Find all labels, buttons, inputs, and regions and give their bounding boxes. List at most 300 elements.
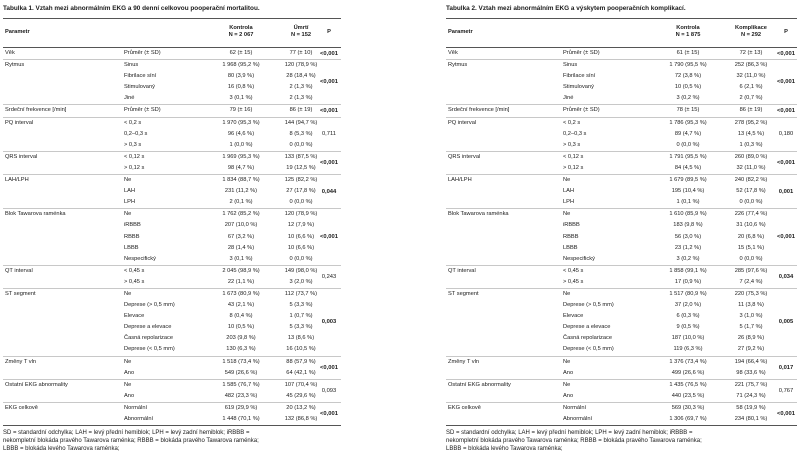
table-group — [3, 209, 341, 265]
table-row — [446, 129, 797, 140]
table2-header-g2a: Komplikace — [735, 25, 767, 31]
group2-value-cell: 125 (82,2 %) — [284, 177, 318, 184]
subcategory-cell: Deprese (> 0,5 mm) — [124, 302, 175, 309]
group1-value-cell: 37 (2,0 %) — [674, 302, 702, 309]
group1-value-cell: 1 762 (85,2 %) — [222, 211, 260, 218]
table-group — [446, 266, 797, 289]
group1-value-cell: 482 (23,3 %) — [224, 392, 258, 399]
table-group — [3, 118, 341, 152]
parameter-name: Rytmus — [5, 62, 25, 69]
table-row — [3, 357, 341, 368]
table-row — [3, 129, 341, 140]
subcategory-cell: < 0,2 s — [124, 119, 142, 126]
subcategory-cell: Ne — [124, 290, 132, 297]
group1-value-cell: 130 (6,3 %) — [226, 346, 256, 353]
subcategory-cell: Elevace — [563, 313, 584, 320]
group1-value-cell: 1 435 (76,5 %) — [669, 381, 707, 388]
table-row — [446, 197, 797, 208]
table2-header-g1a: Kontrola — [676, 25, 700, 31]
p-value: <0,001 — [777, 108, 795, 115]
parameter-name: PQ interval — [5, 119, 34, 126]
parameter-name: Blok Tawarova raménka — [448, 211, 509, 218]
group2-value-cell: 13 (4,5 %) — [737, 130, 765, 137]
group2-value-cell: 64 (42,1 %) — [286, 369, 316, 376]
group2-value-cell: 10 (6,6 %) — [287, 233, 315, 240]
group2-value-cell: 3 (1,0 %) — [739, 313, 763, 320]
table2-header — [446, 18, 797, 48]
group1-value-cell: 207 (10,0 %) — [224, 222, 258, 229]
table-row — [446, 289, 797, 300]
subcategory-cell: Ne — [563, 290, 571, 297]
group1-value-cell: 549 (26,6 %) — [224, 369, 258, 376]
group2-value-cell: 132 (86,8 %) — [284, 416, 318, 422]
p-value: 0,180 — [778, 131, 794, 138]
subcategory-cell: Normální — [563, 404, 587, 411]
group2-value-cell: 98 (33,6 %) — [736, 369, 766, 376]
group2-value-cell: 240 (82,2 %) — [734, 177, 768, 184]
subcategory-cell: < 0,12 s — [563, 153, 584, 160]
subcategory-cell: Ne — [563, 381, 571, 388]
group1-value-cell: 1 (0,1 %) — [676, 199, 700, 206]
subcategory-cell: Elevace — [124, 313, 145, 320]
table2-footnote-line: nekompletní blokáda pravého Tawarova raménka; RBBB = blokáda pravého Tawarova raménka; — [446, 438, 702, 445]
table-row — [446, 403, 797, 414]
table-row — [3, 140, 341, 151]
table-row — [3, 232, 341, 243]
subcategory-cell: Průměr (± SD) — [124, 107, 161, 114]
group1-value-cell: 1 585 (76,7 %) — [222, 381, 260, 388]
group1-value-cell: 1 970 (95,3 %) — [222, 119, 260, 126]
group1-value-cell: 28 (1,4 %) — [227, 244, 255, 251]
group1-value-cell: 1 834 (88,7 %) — [222, 177, 260, 184]
subcategory-cell: < 0,45 s — [124, 267, 145, 274]
group1-value-cell: 1 610 (85,9 %) — [669, 211, 707, 218]
group2-value-cell: 13 (8,6 %) — [287, 335, 315, 342]
table-row — [3, 220, 341, 231]
subcategory-cell: Sinus — [563, 62, 578, 69]
parameter-name: LAH/LPH — [448, 177, 472, 184]
group1-value-cell: 440 (23,5 %) — [671, 392, 705, 399]
group1-value-cell: 89 (4,7 %) — [674, 130, 702, 137]
table-row — [3, 48, 341, 59]
group1-value-cell: 1 376 (73,4 %) — [669, 358, 707, 365]
subcategory-cell: Deprese a elevace — [563, 324, 611, 331]
group1-value-cell: 78 (± 15) — [676, 107, 700, 114]
parameter-name: Věk — [5, 50, 15, 56]
p-value: <0,001 — [320, 108, 338, 115]
subcategory-cell: RBBB — [563, 233, 579, 240]
group1-value-cell: 43 (2,1 %) — [227, 302, 255, 309]
p-value: <0,001 — [777, 79, 795, 86]
group2-value-cell: 144 (94,7 %) — [284, 119, 318, 126]
table-row — [446, 152, 797, 163]
group1-value-cell: 22 (1,1 %) — [227, 278, 255, 285]
group2-value-cell: 2 (1,3 %) — [289, 84, 313, 91]
parameter-name: Ostatní EKG abnormality — [448, 381, 511, 388]
group2-value-cell: 252 (86,3 %) — [734, 62, 768, 69]
subcategory-cell: iRBBB — [124, 222, 141, 229]
parameter-name: LAH/LPH — [5, 177, 29, 184]
table-row — [3, 380, 341, 391]
group1-value-cell: 10 (0,5 %) — [674, 84, 702, 91]
group1-value-cell: 10 (0,5 %) — [227, 324, 255, 331]
group1-value-cell: 16 (0,8 %) — [227, 84, 255, 91]
table2-header-g1b: N = 1 875 — [675, 32, 701, 38]
table-row — [3, 266, 341, 277]
subcategory-cell: iRBBB — [563, 222, 580, 229]
group1-value-cell: 96 (4,6 %) — [227, 130, 255, 137]
table-group — [446, 209, 797, 265]
group2-value-cell: 52 (17,8 %) — [736, 188, 766, 195]
parameter-name: Ostatní EKG abnormality — [5, 381, 68, 388]
table-group — [446, 380, 797, 403]
table-row — [446, 391, 797, 402]
table1-panel — [3, 3, 341, 453]
group1-value-cell: 203 (9,8 %) — [226, 335, 256, 342]
group1-value-cell: 1 790 (95,5 %) — [669, 62, 707, 69]
p-value: <0,001 — [320, 159, 338, 166]
table2-footnote — [446, 429, 797, 453]
table-group — [3, 403, 341, 426]
table-row — [3, 60, 341, 71]
table-group — [446, 152, 797, 175]
subcategory-cell: < 0,45 s — [563, 267, 584, 274]
group2-value-cell: 32 (11,0 %) — [736, 73, 766, 80]
group2-value-cell: 234 (80,1 %) — [734, 416, 768, 422]
group2-value-cell: 71 (24,3 %) — [736, 392, 766, 399]
parameter-name: Srdeční frekvence [/min] — [448, 107, 510, 114]
parameter-name: Změny T vln — [448, 358, 480, 365]
table-row — [446, 48, 797, 59]
table-row — [446, 118, 797, 129]
table1-footnote-line: nekompletní blokáda pravého Tawarova raménka; RBBB = blokáda pravého Tawarova raménka; — [3, 438, 259, 445]
subcategory-cell: Ne — [563, 211, 571, 218]
group2-value-cell: 1 (0,7 %) — [289, 313, 313, 320]
parameter-name: QT interval — [448, 267, 476, 274]
group2-value-cell: 1 (0,3 %) — [739, 141, 763, 148]
subcategory-cell: 0,2–0,3 s — [124, 130, 148, 137]
table2-header-p: P — [784, 29, 788, 35]
table1-title: Tabulka 1. Vztah mezi abnormálním EKG a 90 denní celkovou pooperační mortalitou. — [3, 5, 260, 12]
group2-value-cell: 285 (97,6 %) — [734, 267, 768, 274]
group1-value-cell: 3 (0,1 %) — [229, 255, 253, 262]
group1-value-cell: 1 969 (95,3 %) — [222, 153, 260, 160]
group1-value-cell: 499 (26,6 %) — [671, 369, 705, 376]
subcategory-cell: Sinus — [124, 62, 139, 69]
table-row — [446, 82, 797, 93]
group2-value-cell: 32 (11,0 %) — [736, 164, 766, 171]
table1-header-p: P — [327, 29, 331, 35]
group1-value-cell: 195 (10,4 %) — [671, 188, 705, 195]
table-row — [446, 414, 797, 425]
table-group — [3, 289, 341, 357]
group2-value-cell: 20 (13,2 %) — [286, 404, 316, 411]
table1-footnote-line: SD = standardní odchylka; LAH = levý přední hemiblok; LPH = levý zadní hemiblok; iRBBB = — [3, 430, 250, 437]
p-value: <0,001 — [320, 234, 338, 241]
table-row — [446, 105, 797, 116]
table-row — [3, 82, 341, 93]
table-group — [446, 60, 797, 105]
subcategory-cell: < 0,12 s — [124, 153, 145, 160]
subcategory-cell: RBBB — [124, 233, 140, 240]
table-group — [3, 266, 341, 289]
group2-value-cell: 107 (70,4 %) — [284, 381, 318, 388]
table1-header-param: Parametr — [5, 29, 30, 35]
subcategory-cell: Ne — [124, 358, 132, 365]
group1-value-cell: 3 (0,2 %) — [676, 95, 700, 102]
p-value: 0,005 — [778, 319, 794, 326]
group2-value-cell: 31 (10,6 %) — [736, 222, 766, 229]
group2-value-cell: 149 (98,0 %) — [284, 267, 318, 274]
table-row — [446, 333, 797, 344]
subcategory-cell: Ne — [124, 381, 132, 388]
table-row — [446, 60, 797, 71]
table-row — [446, 368, 797, 379]
table-row — [3, 197, 341, 208]
group1-value-cell: 1 518 (73,4 %) — [222, 358, 260, 365]
subcategory-cell: > 0,3 s — [124, 141, 142, 148]
p-value: <0,001 — [320, 411, 338, 417]
table-group — [3, 357, 341, 380]
table-group — [446, 48, 797, 60]
table-row — [446, 344, 797, 355]
group1-value-cell: 231 (11,2 %) — [224, 188, 258, 195]
group2-value-cell: 5 (3,3 %) — [289, 302, 313, 309]
subcategory-cell: Časná repolarizace — [124, 335, 174, 342]
group1-value-cell: 79 (± 16) — [229, 107, 253, 114]
subcategory-cell: Ne — [124, 211, 132, 218]
parameter-name: EKG celkově — [5, 404, 38, 411]
subcategory-cell: Jiné — [563, 95, 574, 102]
group1-value-cell: 80 (3,9 %) — [227, 73, 255, 80]
table-row — [3, 254, 341, 265]
group1-value-cell: 98 (4,7 %) — [227, 164, 255, 171]
subcategory-cell: Deprese (< 0,5 mm) — [563, 346, 614, 353]
subcategory-cell: Ano — [124, 392, 135, 399]
table-row — [3, 322, 341, 333]
subcategory-cell: Průměr (± SD) — [563, 107, 600, 114]
group2-value-cell: 278 (95,2 %) — [734, 119, 768, 126]
p-value: <0,001 — [320, 50, 338, 57]
table-row — [3, 403, 341, 414]
subcategory-cell: > 0,3 s — [563, 141, 581, 148]
subcategory-cell: 0,2–0,3 s — [563, 130, 587, 137]
subcategory-cell: Ne — [563, 177, 571, 184]
group2-value-cell: 194 (66,4 %) — [734, 358, 768, 365]
group1-value-cell: 3 (0,1 %) — [229, 95, 253, 102]
p-value: 0,001 — [778, 188, 794, 195]
subcategory-cell: Fibrilace síní — [124, 73, 157, 80]
group2-value-cell: 77 (± 10) — [289, 50, 313, 56]
p-value: <0,001 — [777, 411, 795, 417]
group2-value-cell: 5 (1,7 %) — [739, 324, 763, 331]
group1-value-cell: 1 858 (99,1 %) — [669, 267, 707, 274]
group1-value-cell: 72 (3,8 %) — [674, 73, 702, 80]
group1-value-cell: 1 791 (95,5 %) — [669, 153, 707, 160]
table-group — [3, 380, 341, 403]
table-group — [446, 118, 797, 152]
table-group — [446, 357, 797, 380]
table-row — [3, 277, 341, 288]
table1-body — [3, 48, 341, 426]
table-row — [3, 391, 341, 402]
group2-value-cell: 12 (7,9 %) — [287, 222, 315, 229]
p-value: 0,767 — [778, 387, 794, 394]
table-group — [3, 48, 341, 60]
subcategory-cell: Deprese (< 0,5 mm) — [124, 346, 175, 353]
table-group — [446, 105, 797, 117]
table1-footnote — [3, 429, 341, 453]
table-row — [3, 71, 341, 82]
table-row — [446, 266, 797, 277]
group2-value-cell: 2 (0,7 %) — [739, 95, 763, 102]
subcategory-cell: LPH — [563, 199, 575, 206]
subcategory-cell: Stimulovaný — [124, 84, 155, 91]
table-row — [446, 243, 797, 254]
p-value: 0,044 — [321, 188, 337, 195]
subcategory-cell: Abnormální — [124, 416, 154, 422]
parameter-name: Věk — [448, 50, 458, 56]
group2-value-cell: 19 (12,5 %) — [286, 164, 316, 171]
group2-value-cell: 6 (2,1 %) — [739, 84, 763, 91]
subcategory-cell: Abnormální — [563, 416, 593, 422]
group1-value-cell: 1 673 (80,9 %) — [222, 290, 260, 297]
table-row — [446, 322, 797, 333]
group1-value-cell: 2 (0,1 %) — [229, 199, 253, 206]
table-row — [446, 140, 797, 151]
group1-value-cell: 619 (29,9 %) — [224, 404, 258, 411]
group2-value-cell: 16 (10,5 %) — [286, 346, 316, 353]
table-group — [446, 175, 797, 209]
group2-value-cell: 112 (73,7 %) — [284, 290, 318, 297]
subcategory-cell: > 0,45 s — [563, 278, 584, 285]
group1-value-cell: 1 517 (80,9 %) — [669, 290, 707, 297]
group1-value-cell: 187 (10,0 %) — [671, 335, 705, 342]
table2-panel — [446, 3, 797, 453]
table-group — [446, 403, 797, 426]
parameter-name: Změny T vln — [5, 358, 37, 365]
table-row — [446, 93, 797, 104]
table-row — [446, 277, 797, 288]
group1-value-cell: 1 306 (69,7 %) — [669, 416, 707, 422]
table-row — [446, 311, 797, 322]
parameter-name: EKG celkově — [448, 404, 481, 411]
subcategory-cell: Průměr (± SD) — [124, 50, 161, 56]
table-row — [3, 243, 341, 254]
table-group — [3, 60, 341, 105]
p-value: <0,001 — [320, 364, 338, 371]
subcategory-cell: Stimulovaný — [563, 84, 594, 91]
parameter-name: PQ interval — [448, 119, 477, 126]
group2-value-cell: 15 (5,1 %) — [737, 244, 765, 251]
table1-header-g1b: N = 2 067 — [228, 32, 254, 38]
group1-value-cell: 1 786 (95,3 %) — [669, 119, 707, 126]
group1-value-cell: 0 (0,0 %) — [676, 141, 700, 148]
group1-value-cell: 17 (0,9 %) — [674, 278, 702, 285]
subcategory-cell: > 0,45 s — [124, 278, 145, 285]
table-row — [446, 254, 797, 265]
table-row — [446, 220, 797, 231]
subcategory-cell: < 0,2 s — [563, 119, 581, 126]
table2-footnote-line: LBBB = blokáda levého Tawarova raménka; — [446, 446, 563, 453]
group2-value-cell: 133 (87,5 %) — [284, 153, 318, 160]
table1-header-g1a: Kontrola — [229, 25, 253, 31]
p-value: <0,001 — [320, 79, 338, 86]
group1-value-cell: 569 (30,3 %) — [671, 404, 705, 411]
table-row — [3, 105, 341, 116]
table-row — [446, 380, 797, 391]
subcategory-cell: LBBB — [563, 244, 578, 251]
table-row — [3, 289, 341, 300]
group1-value-cell: 6 (0,3 %) — [676, 313, 700, 320]
subcategory-cell: > 0,12 s — [563, 164, 584, 171]
group1-value-cell: 2 045 (98,9 %) — [222, 267, 260, 274]
subcategory-cell: Normální — [124, 404, 148, 411]
subcategory-cell: LPH — [124, 199, 136, 206]
table1-footnote-line: LBBB = blokáda levého Tawarova raménka; — [3, 446, 120, 453]
group1-value-cell: 23 (1,2 %) — [674, 244, 702, 251]
group2-value-cell: 27 (17,8 %) — [286, 188, 316, 195]
subcategory-cell: Ne — [124, 177, 132, 184]
group2-value-cell: 7 (2,4 %) — [739, 278, 763, 285]
group2-value-cell: 260 (89,0 %) — [734, 153, 768, 160]
table-row — [3, 163, 341, 174]
parameter-name: ST segment — [448, 290, 479, 297]
table-row — [446, 357, 797, 368]
parameter-name: Blok Tawarova raménka — [5, 211, 66, 218]
group1-value-cell: 183 (9,8 %) — [673, 222, 703, 229]
table-row — [446, 186, 797, 197]
group1-value-cell: 67 (3,2 %) — [227, 233, 255, 240]
subcategory-cell: Deprese a elevace — [124, 324, 172, 331]
subcategory-cell: > 0,12 s — [124, 164, 145, 171]
table-row — [446, 209, 797, 220]
group1-value-cell: 1 679 (89,5 %) — [669, 177, 707, 184]
group2-value-cell: 120 (78,9 %) — [284, 62, 318, 69]
table-row — [3, 414, 341, 425]
p-value: 0,243 — [321, 273, 337, 280]
table-row — [446, 232, 797, 243]
table-row — [446, 175, 797, 186]
group2-value-cell: 220 (75,3 %) — [734, 290, 768, 297]
p-value: 0,034 — [778, 273, 794, 280]
group2-value-cell: 86 (± 19) — [739, 107, 763, 114]
group2-value-cell: 86 (± 19) — [289, 107, 313, 114]
group1-value-cell: 1 968 (95,2 %) — [222, 62, 260, 69]
table2-header-g2b: N = 292 — [740, 32, 762, 38]
table-row — [446, 300, 797, 311]
p-value: 0,093 — [321, 387, 337, 394]
subcategory-cell: LAH — [124, 188, 136, 195]
group2-value-cell: 8 (5,3 %) — [289, 130, 313, 137]
table2-header-param: Parametr — [448, 29, 473, 35]
p-value: 0,711 — [321, 131, 337, 138]
table-row — [3, 209, 341, 220]
p-value: <0,001 — [777, 159, 795, 166]
group2-value-cell: 45 (29,6 %) — [286, 392, 316, 399]
parameter-name: QRS interval — [5, 153, 38, 160]
table-group — [3, 105, 341, 117]
table-row — [3, 311, 341, 322]
subcategory-cell: Ano — [124, 369, 135, 376]
parameter-name: ST segment — [5, 290, 36, 297]
group1-value-cell: 1 448 (70,1 %) — [222, 416, 260, 422]
group1-value-cell: 1 (0,0 %) — [229, 141, 253, 148]
group2-value-cell: 10 (6,6 %) — [287, 244, 315, 251]
subcategory-cell: Nespecifický — [563, 255, 595, 262]
table-row — [3, 344, 341, 355]
table1-header-g2a: Úmrtí — [293, 25, 309, 31]
